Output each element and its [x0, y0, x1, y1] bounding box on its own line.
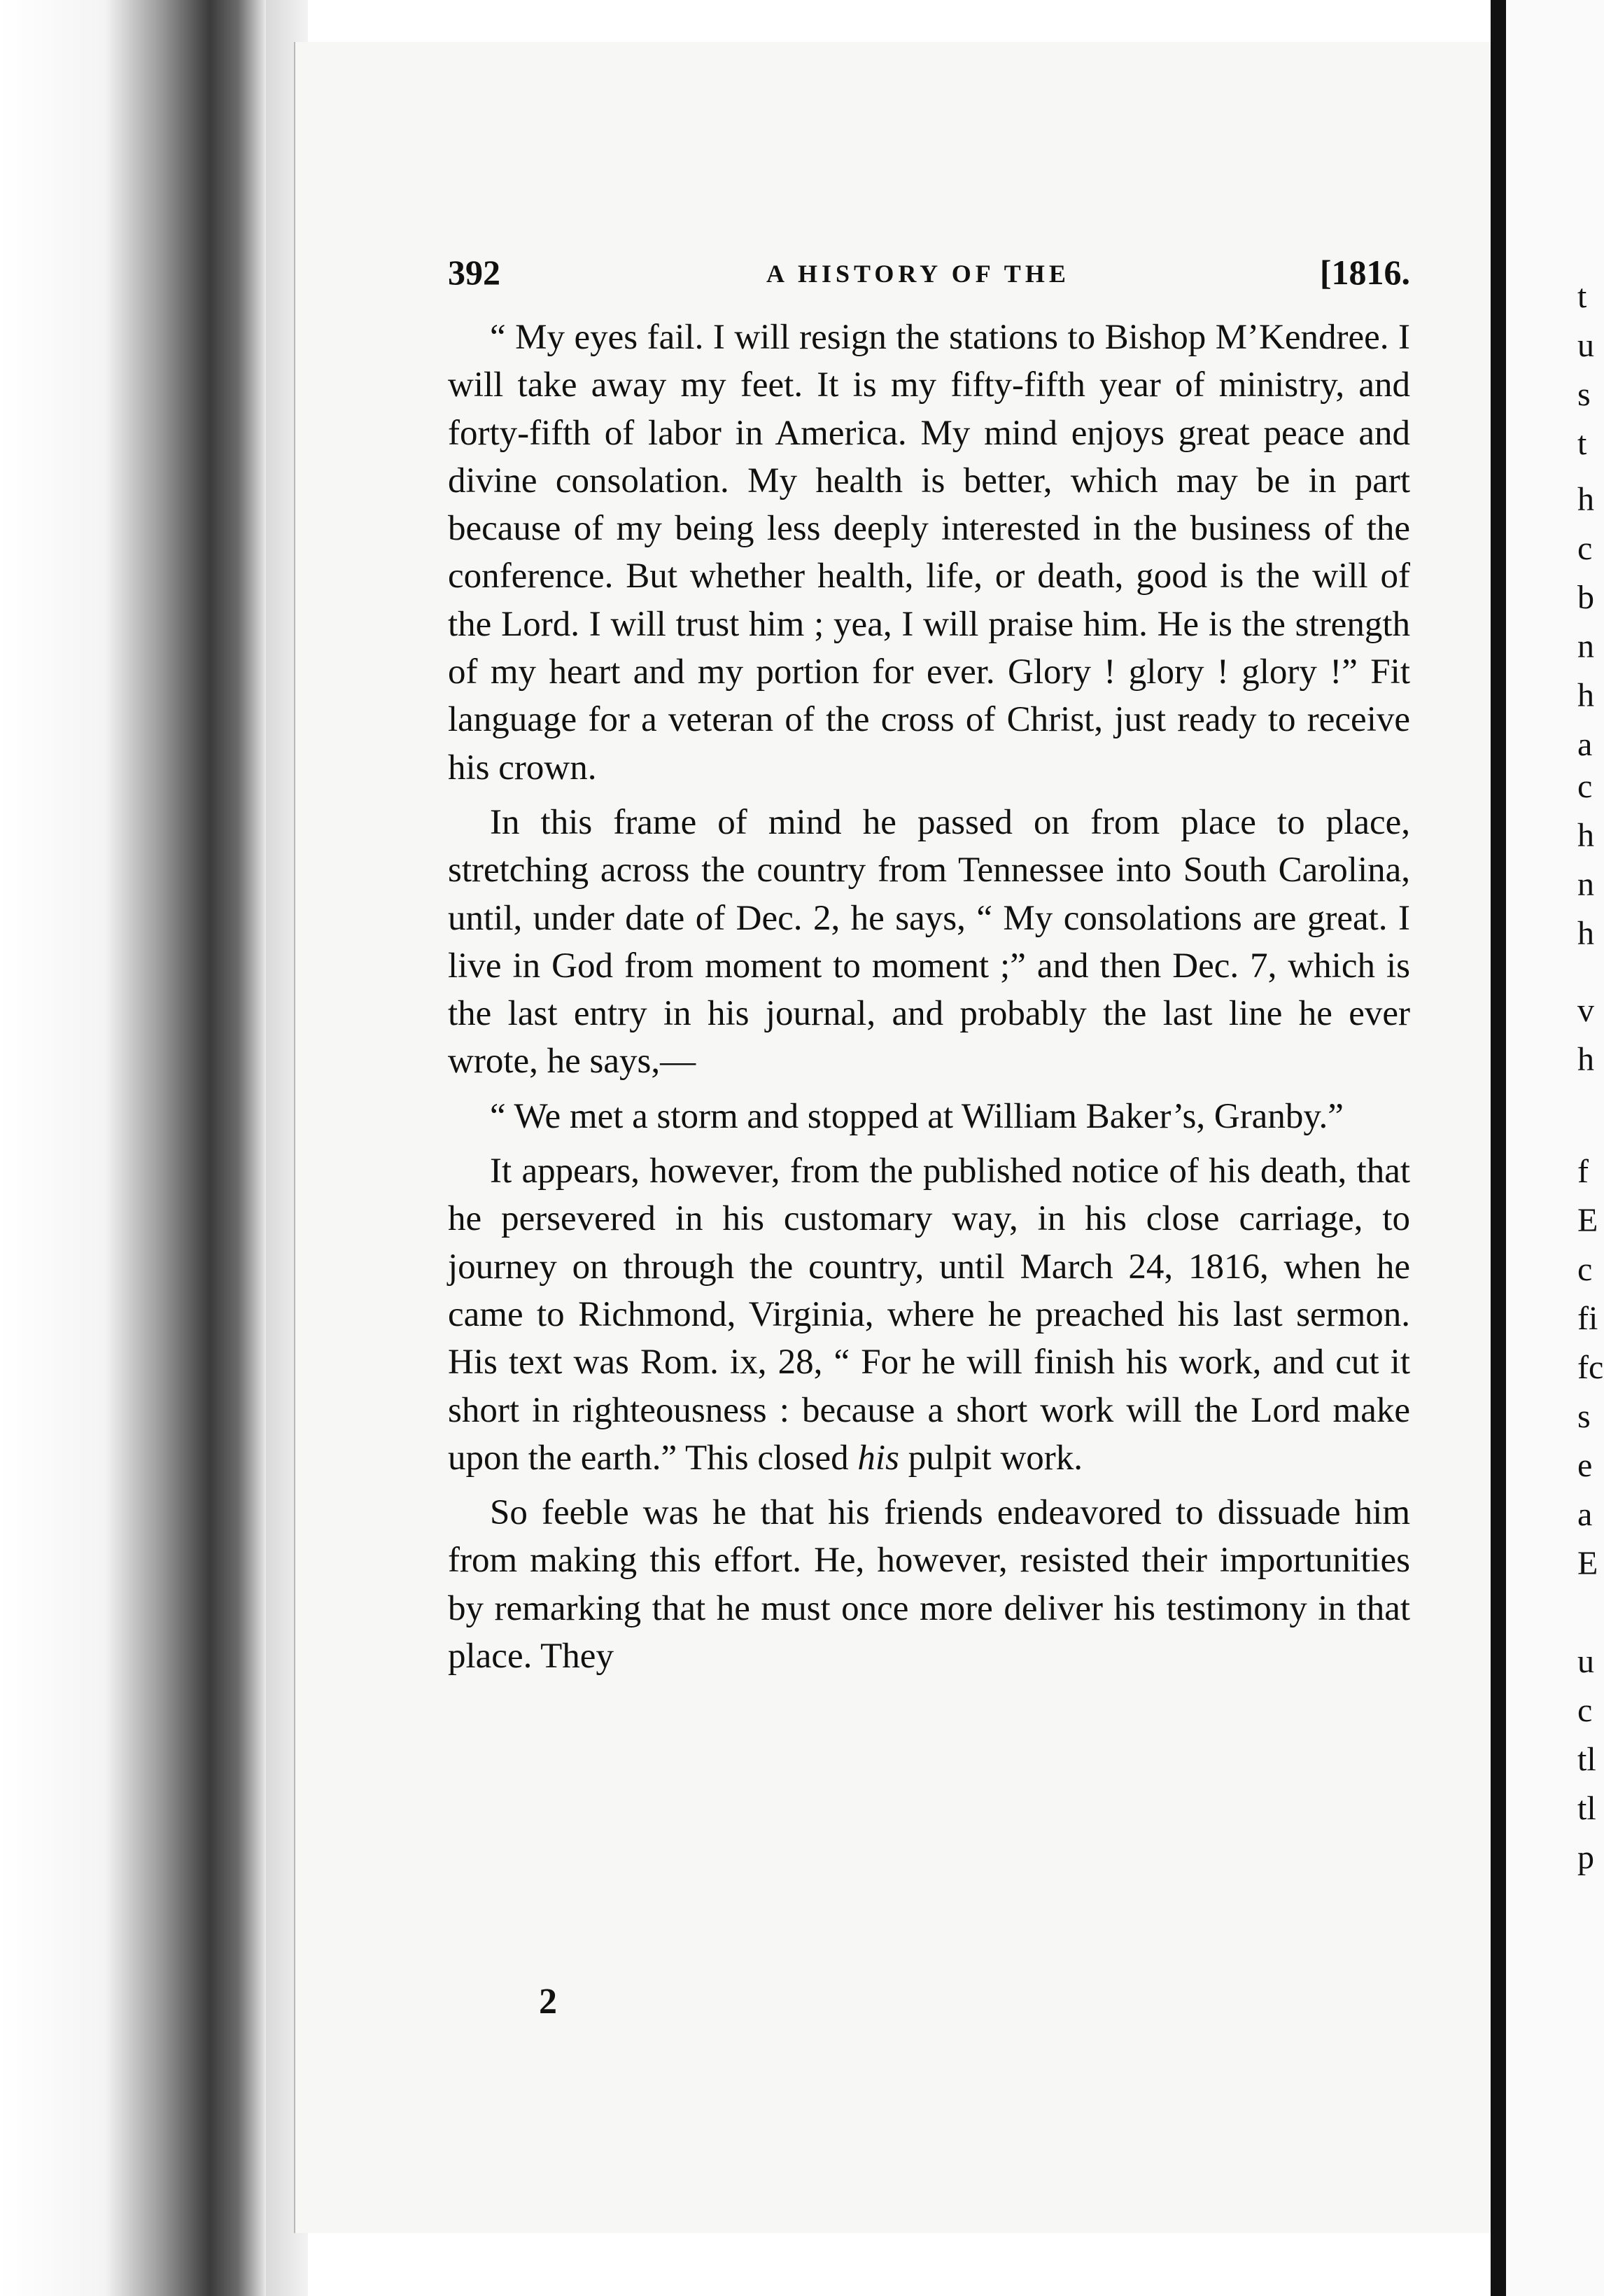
- facing-page-letter: e: [1577, 1447, 1593, 1484]
- body-text: [448, 314, 1410, 1680]
- facing-page-letter: c: [1577, 530, 1593, 567]
- facing-page-letter: E: [1577, 1202, 1598, 1239]
- facing-page-letter: v: [1577, 992, 1594, 1029]
- facing-page-letter: tl: [1577, 1741, 1596, 1778]
- paragraph: “ We met a storm and stopped at William Baker’s, Granby.”: [490, 1096, 1344, 1136]
- facing-page-letter: n: [1577, 628, 1594, 665]
- facing-page-letter: s: [1577, 376, 1591, 413]
- facing-page-letter: h: [1577, 817, 1594, 854]
- paragraph: So feeble was he that his friends endeavored to dissuade him from making this effort. He, however, resisted their importunities by remarking that he must once more deliver his testimony in that place. They: [448, 1493, 1410, 1676]
- facing-page-letter: tl: [1577, 1790, 1596, 1827]
- running-header: [448, 252, 1410, 301]
- facing-page-letter: h: [1577, 1041, 1594, 1078]
- facing-page-letter: n: [1577, 866, 1594, 903]
- header-year: [1816.: [1319, 253, 1410, 292]
- facing-page-letter: fc: [1577, 1349, 1604, 1386]
- facing-page-letter: f: [1577, 1153, 1589, 1190]
- signature-mark: 2: [539, 1982, 557, 2022]
- facing-page-letter: t: [1577, 278, 1587, 315]
- page-gutter: [1491, 0, 1506, 2296]
- page-number: 392: [448, 253, 500, 292]
- facing-page-letter: h: [1577, 481, 1594, 518]
- facing-page-letter: fi: [1577, 1300, 1598, 1337]
- facing-page-letter: h: [1577, 915, 1594, 952]
- facing-page-letter: c: [1577, 1692, 1593, 1729]
- facing-page-edge: [1506, 0, 1604, 2296]
- italic-word: his: [857, 1438, 899, 1478]
- facing-page-letter: a: [1577, 1496, 1593, 1533]
- facing-page-letter: E: [1577, 1545, 1598, 1582]
- facing-page-letter: p: [1577, 1839, 1594, 1876]
- paragraph: It appears, however, from the published notice of his death, that he persevered in his customary way, in his close carriage, to journey on through the country, until March 24, 1816, when he came to Richmond, Virginia, where he preached his last sermon. His text was Rom. ix, 28, “ For he will finish his work, and cut it short in righteousness : because a short work will the Lord make upon the earth.” This closed his pulpit work.: [448, 1152, 1410, 1478]
- facing-page-letter: s: [1577, 1398, 1591, 1435]
- running-title: A HISTORY OF THE: [766, 260, 1070, 288]
- paragraph: “ My eyes fail. I will resign the stations to Bishop M’Kendree. I will take away my feet. It is my fifty-fifth year of ministry, and forty-fifth of labor in America. My mind enjoys great peace and divine consolation. My health is better, which may be in part because of my being less deeply interested in the business of the conference. But whether health, life, or death, good is the will of the Lord. I will trust him ; yea, I will praise him. He is the strength of my heart and my portion for ever. Glory ! glory ! glory !” Fit language for a veteran of the cross of Christ, just ready to receive his crown.: [448, 318, 1410, 788]
- facing-page-letter: t: [1577, 425, 1587, 462]
- facing-page-letter: c: [1577, 1251, 1593, 1288]
- facing-page-letter: a: [1577, 726, 1593, 763]
- facing-page-letter: b: [1577, 579, 1594, 616]
- facing-page-letter: u: [1577, 327, 1594, 364]
- facing-page-letter: u: [1577, 1643, 1594, 1680]
- facing-page-letter: c: [1577, 768, 1593, 805]
- paragraph: In this frame of mind he passed on from place to place, stretching across the country from Tennessee into South Carolina, until, under date of Dec. 2, he says, “ My consolations are great. I live in God from moment to moment ;” and then Dec. 7, which is the last entry in his journal, and probably the last line he ever wrote, he says,—: [448, 802, 1410, 1082]
- facing-page-letter: h: [1577, 677, 1594, 714]
- book-spine-shadow: [0, 0, 266, 2296]
